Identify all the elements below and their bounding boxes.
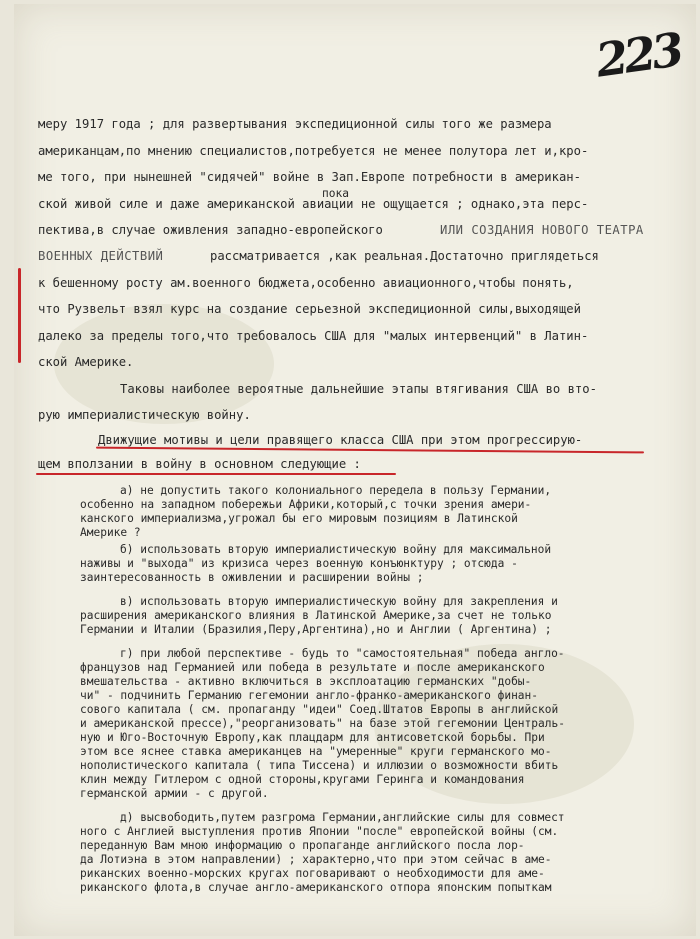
text-line: меру 1917 года ; для развертывания экспедиционной силы того же размера <box>38 117 552 131</box>
text-line: д) высвободить,путем разгрома Германии,английские силы для совмест <box>120 811 565 824</box>
text-line: ме того, при нынешней "сидячей" войне в Зап.Европе потребности в американ- <box>38 170 581 184</box>
section-heading: щем вползании в войну в основном следующие : <box>38 457 361 471</box>
text-line: германской армии - с другой. <box>80 787 269 800</box>
text-line: б) использовать вторую империалистическую войну для максимальной <box>120 543 552 556</box>
text-line: чи" - подчинить Германию гегемонии англо-франко-американского финан- <box>80 689 539 702</box>
text-line: рую империалистическую войну. <box>38 408 251 422</box>
text-line: риканского флота,в случае англо-американского отпора японским попыткам <box>80 881 552 894</box>
text-line: особенно на западном побережьи Африки,который,с точки зрения амери- <box>80 498 532 511</box>
red-underline <box>36 473 396 475</box>
text-line: сового капитала ( см. пропаганду "идеи" Соед.Штатов Европы в английской <box>80 703 559 716</box>
text-line: риканских военно-морских кругах поговаривают о необходимости для аме- <box>80 867 545 880</box>
text-line: рассматривается ,как реальная.Достаточно приглядеться <box>210 249 599 263</box>
text-line: канского империализма,угрожал бы его мировым позициям в Латинской <box>80 512 518 525</box>
text-line: Германии и Италии (Бразилия,Перу,Аргентина),но и Англии ( Аргентина) ; <box>80 623 552 636</box>
text-line: к бешенному росту ам.военного бюджета,особенно авиационного,чтобы понять, <box>38 276 574 290</box>
page-number: 223 <box>592 22 684 88</box>
text-line: этом все яснее ставка американцев на "умеренные" круги германского мо- <box>80 745 552 758</box>
text-line: Таковы наиболее вероятные дальнейшие этапы втягивания США во вто- <box>120 382 597 396</box>
text-line: пектива,в случае оживления западно-европейского <box>38 223 383 237</box>
text-line: нополистического капитала ( типа Тиссена) и иллюзии о возможности вбить <box>80 759 559 772</box>
text-line: а) не допустить такого колониального передела в пользу Германии, <box>120 484 552 497</box>
text-line-insert: ИЛИ СОЗДАНИЯ НОВОГО ТЕАТРА <box>440 223 644 237</box>
text-line: французов над Германией или победа в результате и после американского <box>80 661 545 674</box>
text-line: далеко за пределы того,что требовалось США для "малых интервенций" в Латин- <box>38 329 589 343</box>
text-line: да Лотиэна в этом направлении) ; характерно,что при этом сейчас в аме- <box>80 853 552 866</box>
text-line: расширения американского влияния в Латинской Америке,за счет не только <box>80 609 552 622</box>
text-line-insert: ВОЕННЫХ ДЕЙСТВИЙ <box>38 249 164 263</box>
text-line: американцам,по мнению специалистов,потребуется не менее полутора лет и,кро- <box>38 144 589 158</box>
text-line: переданную Вам мною информацию о пропаганде английского посла лор- <box>80 839 525 852</box>
margin-marker <box>18 268 21 363</box>
text-line: заинтересованность в оживлении и расширении войны ; <box>80 571 424 584</box>
text-line: наживы и "выхода" из кризиса через военную конъюнктуру ; отсюда - <box>80 557 518 570</box>
text-line: клин между Гитлером с одной стороны,кругами Геринга и командования <box>80 773 525 786</box>
text-line: и американской прессе),"реорганизовать" на базе этой гегемонии Централь- <box>80 717 565 730</box>
interlinear-note: пока <box>322 187 349 200</box>
text-line: вмешательства - активно включиться в эксплоатацию германских "добы- <box>80 675 532 688</box>
text-line: г) при любой перспективе - будь то "самостоятельная" победа англо- <box>120 647 565 660</box>
text-line: ную и Юго-Восточную Европу,как плацдарм для антисоветской борьбы. При <box>80 731 545 744</box>
text-line: ской Америке. <box>38 355 134 369</box>
section-heading: Движущие мотивы и цели правящего класса США при этом прогрессирую- <box>98 433 583 447</box>
text-line: Америке ? <box>80 526 141 539</box>
text-line: что Рузвельт взял курс на создание серьезной экспедиционной силы,выходящей <box>38 302 581 316</box>
text-line: в) использовать вторую империалистическую войну для закрепления и <box>120 595 558 608</box>
text-line: ской живой силе и даже американской авиации не ощущается ; однако,эта перс- <box>38 197 589 211</box>
text-line: ного с Англией выступления против Японии "после" европейской войны (см. <box>80 825 559 838</box>
